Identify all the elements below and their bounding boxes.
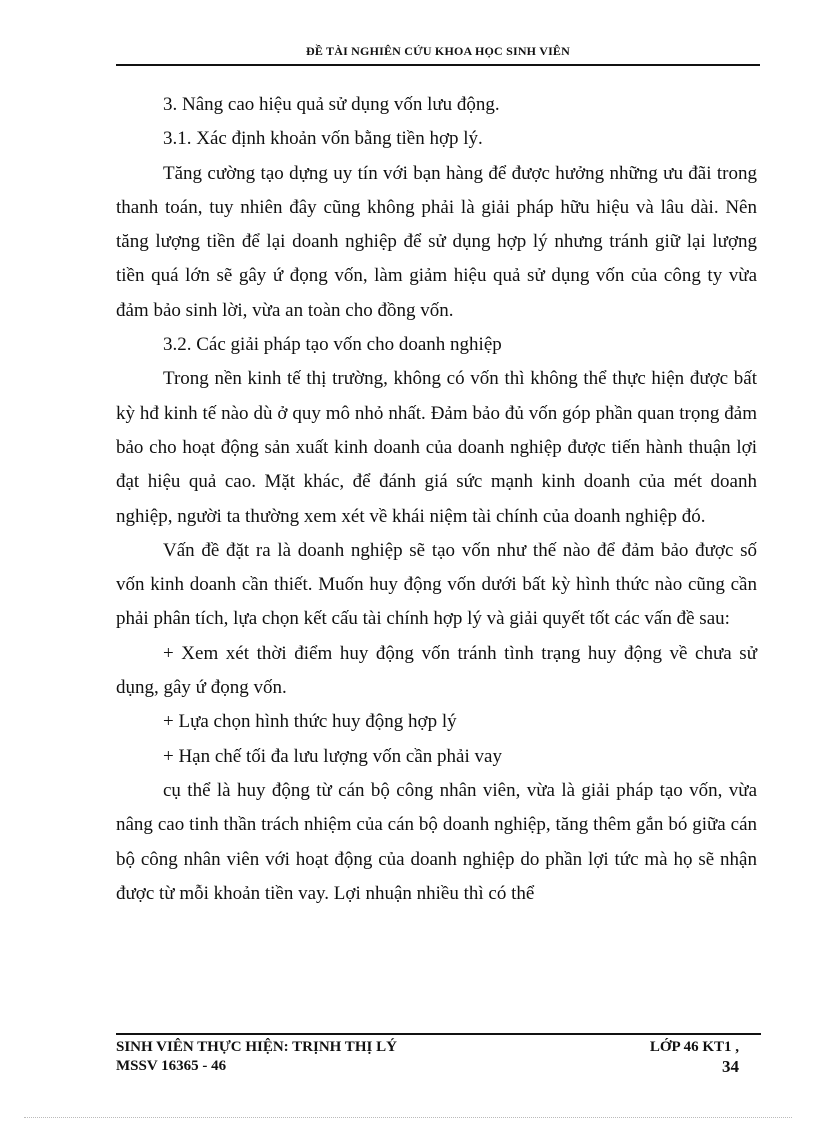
paragraph: Trong nền kinh tế thị trường, không có vốn thì không thể thực hiện được bất kỳ hđ kinh tế nào dù ở quy mô nhỏ nhất. Đảm bảo đủ vốn góp phần quan trọng đảm bảo cho hoạt động sản xuất kinh doanh của doanh nghiệp được tiến hành thuận lợi đạt hiệu quả cao. Mặt khác, để đánh giá sức mạnh kinh doanh của mét doanh nghiệp, người ta thường xem xét về khái niệm tài chính của doanh nghiệp đó. [116, 368, 757, 527]
footer-mssv: MSSV 16365 - 46 [116, 1058, 227, 1074]
page-number: 34 [722, 1057, 739, 1076]
list-item: + Hạn chế tối đa lưu lượng vốn cần phải vay [163, 745, 502, 767]
page-bottom-border [24, 1117, 792, 1118]
list-item: + Lựa chọn hình thức huy động hợp lý [163, 711, 457, 733]
footer-student: SINH VIÊN THỰC HIỆN: TRỊNH THỊ LÝ [116, 1039, 397, 1055]
paragraph: cụ thể là huy động từ cán bộ công nhân viên, vừa là giải pháp tạo vốn, vừa nâng cao tinh thần trách nhiệm của cán bộ doanh nghiệp, tăng thêm gắn bó giữa cán bộ công nhân viên với hoạt động của doanh nghiệp do phần lợi tức mà họ sẽ nhận được từ mỗi khoản tiền vay. Lợi nhuận nhiều thì có thể [116, 779, 757, 904]
paragraph: Tăng cường tạo dựng uy tín với bạn hàng để được hưởng những ưu đãi trong thanh toán, tuy nhiên đây cũng không phải là giải pháp hữu hiệu và lâu dài. Nên tăng lượng tiền để lại doanh nghiệp để sử dụng hợp lý nhưng tránh giữ lại lượng tiền quá lớn sẽ gây ứ đọng vốn, làm giảm hiệu quả sử dụng vốn của công ty vừa đảm bảo sinh lời, vừa an toàn cho đồng vốn. [116, 162, 757, 321]
subsection-heading: 3.1. Xác định khoản vốn bằng tiền hợp lý. [163, 128, 483, 150]
paragraph: Vấn đề đặt ra là doanh nghiệp sẽ tạo vốn như thế nào để đảm bảo được số vốn kinh doanh cần thiết. Muốn huy động vốn dưới bất kỳ hình thức nào cũng cần phải phân tích, lựa chọn kết cấu tài chính hợp lý và giải quyết tốt các vấn đề sau: [116, 539, 757, 630]
header-divider [116, 64, 760, 66]
body-text [116, 88, 757, 911]
page-header-title: ĐỀ TÀI NGHIÊN CỨU KHOA HỌC SINH VIÊN [305, 44, 571, 58]
footer-class: LỚP 46 KT1 , [649, 1039, 739, 1055]
section-heading: 3. Nâng cao hiệu quả sử dụng vốn lưu động. [163, 94, 500, 115]
subsection-heading: 3.2. Các giải pháp tạo vốn cho doanh nghiệp [163, 334, 502, 356]
page-footer [116, 1038, 739, 1076]
footer-divider [116, 1033, 761, 1035]
list-item: + Xem xét thời điểm huy động vốn tránh tình trạng huy động về chưa sử dụng, gây ứ đọng vốn. [116, 642, 757, 699]
